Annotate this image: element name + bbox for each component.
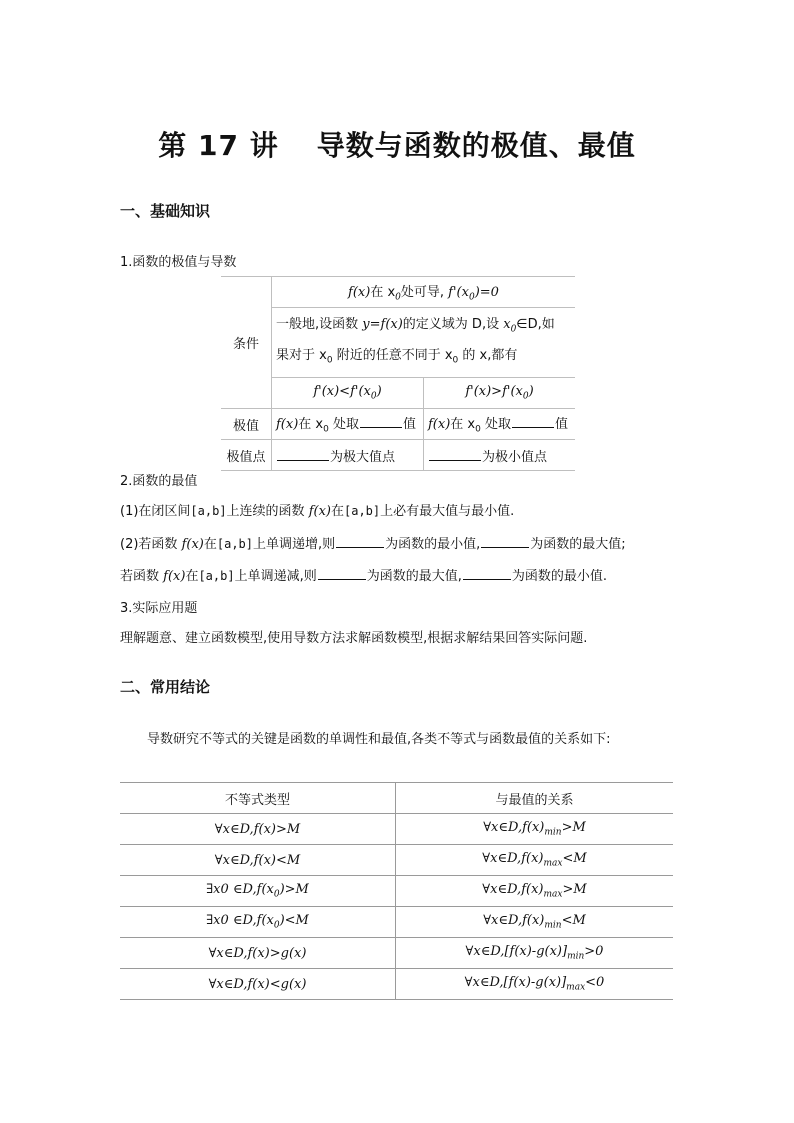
max-min-line-1: (1)在闭区间[a,b]上连续的函数 f(x)在[a,b]上必有最大值与最小值.	[120, 504, 515, 519]
table-row	[120, 814, 673, 845]
table-row	[120, 969, 673, 1000]
table-header: 不等式类型	[120, 783, 396, 814]
extreme-point-label: 极值点	[221, 440, 272, 471]
conclusions-intro: 导数研究不等式的关键是函数的单调性和最值,各类不等式与函数最值的关系如下:	[147, 732, 611, 747]
application-text: 理解题意、建立函数模型,使用导数方法求解函数模型,根据求解结果回答实际问题.	[120, 631, 588, 646]
section-heading-basics: 一、基础知识	[120, 202, 211, 220]
relation-cell: $\forall x\in D,f(x)_{min}<M$	[396, 907, 674, 938]
condition-increasing: $f'(x)>f'(x_0)$	[424, 378, 576, 409]
relation-cell: $\forall x\in D,[f(x)-g(x)]_{max}<0$	[396, 969, 674, 1000]
max-min-line-2: (2)若函数 f(x)在[a,b]上单调递增,则 为函数的最小值, 为函数的最大值;	[120, 537, 626, 552]
blank-line	[429, 449, 481, 461]
blank-line	[463, 568, 511, 580]
table-header: 与最值的关系	[396, 783, 674, 814]
extreme-value-max: f(x)在 $x_0$ 处取 值	[272, 409, 424, 440]
blank-line	[277, 449, 329, 461]
table-row	[120, 876, 673, 907]
blank-line	[336, 536, 384, 548]
inequality-table	[120, 782, 673, 1000]
table-header-row	[120, 783, 673, 814]
item-heading-max-min: 2.函数的最值	[120, 474, 198, 489]
item-heading-application: 3.实际应用题	[120, 601, 198, 616]
max-min-line-3: 若函数 f(x)在[a,b]上单调递减,则 为函数的最大值, 为函数的最小值.	[120, 569, 607, 584]
blank-line	[512, 416, 554, 428]
relation-cell: $\forall x\in D,f(x)_{min}>M$	[396, 814, 674, 845]
extreme-point-max: 为极大值点	[272, 440, 424, 471]
inequality-cell: ∀x∈D,f(x)>M	[120, 814, 396, 845]
inequality-cell: ∃x0 $\in D,f(x_0)>M$	[120, 876, 396, 907]
blank-line	[481, 536, 529, 548]
relation-cell: $\forall x\in D,f(x)_{max}<M$	[396, 845, 674, 876]
blank-line	[318, 568, 366, 580]
inequality-cell: ∃x0 $\in D,f(x_0)<M$	[120, 907, 396, 938]
lecture-number: 第 17 讲	[158, 129, 279, 162]
extreme-point-min: 为极小值点	[424, 440, 576, 471]
condition-label: 条件	[221, 277, 272, 409]
page-title	[0, 124, 794, 164]
condition-decreasing: $f'(x)<f'(x_0)$	[272, 378, 424, 409]
section-heading-conclusions: 二、常用结论	[120, 678, 211, 696]
relation-cell: $\forall x\in D,[f(x)-g(x)]_{min}>0$	[396, 938, 674, 969]
inequality-cell: ∀x∈D,f(x)<M	[120, 845, 396, 876]
condition-row-definition: 一般地,设函数 y=f(x)的定义域为 D,设 $x_0\in D$,如 果对于 $x_0$ 附近的任意不同于 $x_0$ 的 x,都有	[272, 308, 576, 378]
condition-row-differentiable: f(x)在 $x_0$处可导, $f'(x_0)=0$	[272, 277, 576, 308]
relation-cell: $\forall x\in D,f(x)_{max}>M$	[396, 876, 674, 907]
table-row	[120, 938, 673, 969]
lecture-topic: 导数与函数的极值、最值	[316, 129, 636, 162]
blank-line	[360, 416, 402, 428]
item-heading-extremum: 1.函数的极值与导数	[120, 255, 237, 270]
inequality-cell: ∀x∈D,f(x)<g(x)	[120, 969, 396, 1000]
table-row	[120, 907, 673, 938]
table-row	[120, 845, 673, 876]
extreme-value-label: 极值	[221, 409, 272, 440]
extreme-value-min: f(x)在 $x_0$ 处取 值	[424, 409, 576, 440]
extremum-table	[221, 276, 575, 471]
inequality-cell: ∀x∈D,f(x)>g(x)	[120, 938, 396, 969]
